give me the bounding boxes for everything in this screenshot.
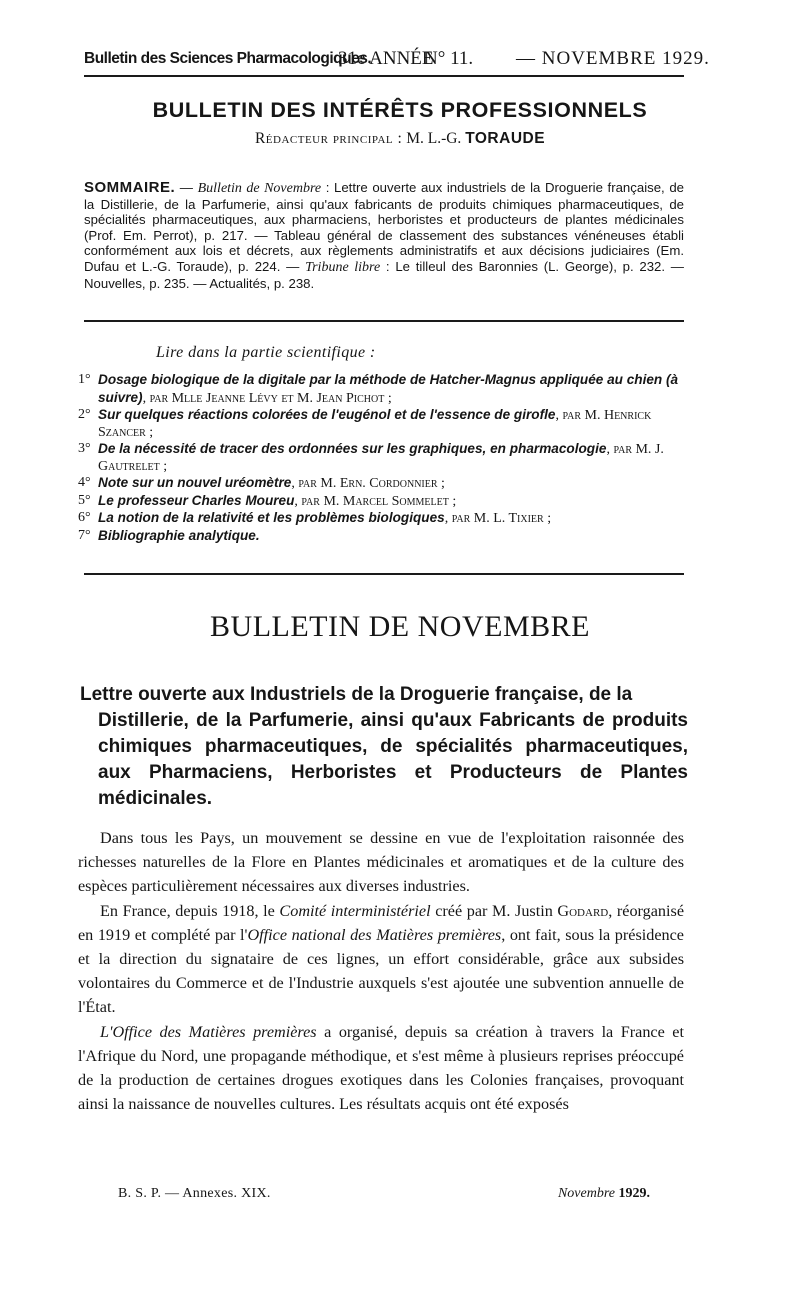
list-item: 2° Sur quelques réactions colorées de l'eugénol et de l'essence de girofle, par M. Henrick Szancer ; bbox=[78, 407, 652, 440]
list-item: 1° Dosage biologique de la digitale par la méthode de Hatcher-Magnus appliquée au chien (à suivre), par Mlle Jeanne Lévy et M. Jean Pichot ; bbox=[78, 372, 679, 406]
paragraph: Dans tous les Pays, un mouvement se dessine en vue de l'exploitation raisonnée des richesses naturelles de la Flore en Plantes médicinales et aromatiques et de la culture des espèces particulièrement nécessaires aux diverses industries. bbox=[78, 829, 684, 896]
list-item: 6° La notion de la relativité et les problèmes biologiques, par M. L. Tixier ; bbox=[78, 510, 552, 526]
list-item: 3° De la nécessité de tracer des ordonnées sur les graphiques, en pharmacologie, par M. J. Gautrelet ; bbox=[78, 441, 664, 474]
summary-text: : Lettre ouverte aux industriels de la Droguerie française, de la Distillerie, de la Parfumerie, ainsi qu'aux fabricants de produits chimiques pharmaceutiques, de spécialités pharmaceutiques, aux pharmaciens, herboristes et producteurs de plantes médicinales (Prof. Em. Perrot), p. 217. — Tableau général de classement des substances vénéneuses établi conformément aux lois et décrets, aux règlements administratifs et aux décisions judiciaires (Em. Dufau et L.-G. Toraude), p. 224. — bbox=[84, 180, 685, 274]
summary-rule bbox=[84, 320, 684, 322]
issue-number: N° 11. bbox=[424, 48, 474, 69]
scientific-heading: Lire dans la partie scientifique : bbox=[156, 344, 376, 361]
paragraph: L'Office des Matières premières a organisé, depuis sa création à travers la France et l'Afrique du Nord, une propagande méthodique, et s'est même à plusieurs reprises préoccupé de la production de certaines drogues exotiques dans les Colonies françaises, provoquant ainsi la naissance de nouvelles cultures. Les résultats acquis ont été exposés bbox=[78, 1022, 684, 1114]
summary-tribune-ref: Tribune libre bbox=[305, 259, 381, 275]
paragraph: En France, depuis 1918, le Comité interministériel créé par M. Justin Godard, réorganisé en 1919 et complété par l'Office national des Matières premières, ont fait, sous la présidence et la direction du signataire de ces lignes, un effort considérable, grâce aux subsides volontaires du Commerce et de l'Industrie auxquels s'est ajoutée une subvention annuelle de l'État. bbox=[78, 901, 684, 1017]
editor-role: Rédacteur principal : bbox=[254, 130, 403, 147]
footer-reference: B. S. P. — Annexes. XIX. bbox=[118, 1186, 271, 1201]
list-item: 4° Note sur un nouvel uréomètre, par M. Ern. Cordonnier ; bbox=[78, 475, 445, 491]
list-item: 7° Bibliographie analytique. bbox=[78, 527, 260, 543]
page-footer bbox=[118, 1186, 650, 1206]
running-header bbox=[84, 46, 710, 74]
list-item: 5° Le professeur Charles Moureu, par M. Marcel Sommelet ; bbox=[78, 492, 457, 509]
summary bbox=[84, 180, 684, 291]
article-body bbox=[78, 826, 684, 1116]
letter-title-first-line: Lettre ouverte aux Industriels de la Droguerie française, de la bbox=[80, 684, 633, 705]
summary-text: — bbox=[175, 180, 198, 195]
letter-title-rest: Distillerie, de la Parfumerie, ainsi qu'aux Fabricants de produits chimiques pharmaceutiques, de spécialités pharmaceutiques, aux Pharmaciens, Herboristes et Producteurs de Plantes médicinales. bbox=[98, 710, 688, 809]
journal-name: Bulletin des Sciences Pharmacologiques. bbox=[84, 50, 372, 67]
article-title: BULLETIN DE NOVEMBRE bbox=[210, 610, 590, 643]
editor-line bbox=[80, 130, 720, 148]
issue-month: — NOVEMBRE 1929. bbox=[516, 48, 710, 69]
summary-text: : Le tilleul des Baronnies (L. George), p. 232. — Nouvelles, p. 235. — Actualités, p. 238. bbox=[84, 258, 684, 291]
footer-date: Novembre 1929. bbox=[557, 1186, 650, 1201]
volume-year: 31e ANNÉE bbox=[338, 48, 434, 69]
scientific-list bbox=[78, 372, 700, 545]
summary-lead: SOMMAIRE. bbox=[84, 179, 176, 196]
editor-name: M. L.-G. bbox=[406, 130, 462, 147]
letter-title bbox=[80, 682, 688, 812]
editor-surname: TORAUDE bbox=[465, 130, 546, 147]
summary-bulletin-ref: Bulletin de Novembre bbox=[197, 181, 322, 196]
section-title: BULLETIN DES INTÉRÊTS PROFESSIONNELS bbox=[152, 98, 648, 122]
scientific-rule bbox=[84, 573, 684, 575]
header-rule bbox=[84, 75, 684, 77]
